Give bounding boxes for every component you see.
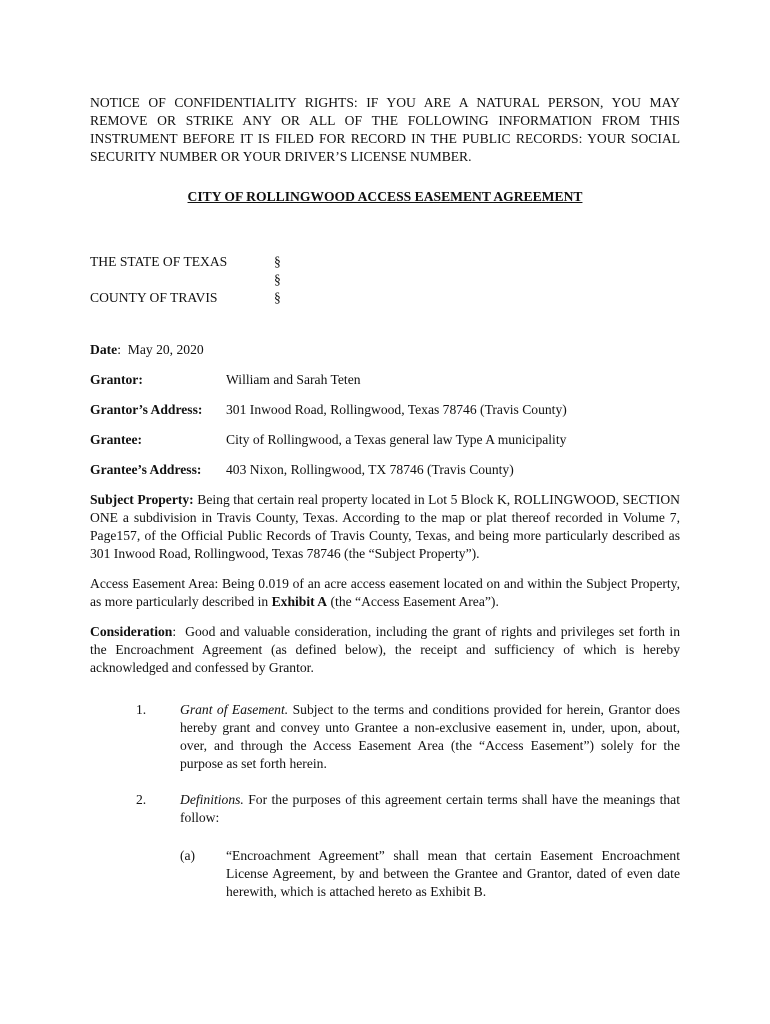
grantor-label: Grantor: [90, 372, 143, 387]
section-heading: Definitions. [180, 792, 244, 807]
section-symbol: § [274, 254, 281, 269]
subsection-mark: (a) [180, 848, 196, 863]
confidentiality-notice: NOTICE OF CONFIDENTIALITY RIGHTS: IF YOU ARE A NATURAL PERSON, YOU MAY REMOVE OR STRIKE ANY OR ALL OF THE FOLLOWING INFORMATION FROM THIS INSTRUMENT BEFORE IT IS FILED FOR RECORD IN THE PUBLIC RECORDS: YOUR SOCIAL SECURITY NUMBER OR YOUR DRIVER’S LICENSE NUMBER. [90, 95, 680, 164]
grantee-label: Grantee: [90, 432, 143, 447]
section-symbol: § [274, 290, 281, 305]
consideration-paragraph: Consideration: Good and valuable consideration, including the grant of rights and privileges set forth in the Encroachment Agreement (as defined below), the receipt and sufficiency of which is hereby acknowledged and confessed by Grantor. [90, 624, 680, 675]
grantee-address-row [90, 461, 680, 479]
grantee-address-value: 403 Nixon, Rollingwood, TX 78746 (Travis County) [226, 462, 514, 477]
section-grant-of-easement [90, 701, 680, 773]
access-easement-area-paragraph [90, 575, 680, 611]
access-easement-text: Access Easement Area: Being 0.019 of an acre access easement located on and within the Subject Property, as more particularly described in [90, 576, 680, 609]
section-symbol: § [274, 272, 281, 287]
grantor-row [90, 371, 680, 389]
exhibit-a-reference: Exhibit A [271, 594, 328, 609]
section-symbols [274, 253, 281, 307]
grantee-address-label: Grantee’s Address: [90, 462, 202, 477]
section-number: 2. [136, 792, 147, 807]
subsection-encroachment-agreement [90, 847, 680, 901]
date-row: Date: May 20, 2020 [90, 342, 204, 357]
venue-block [90, 253, 680, 313]
section-definitions [90, 791, 680, 827]
consideration-text: Good and valuable consideration, including the grant of rights and privileges set forth in the Encroachment Agreement (as defined below), the receipt and sufficiency of which is hereby acknowledged and confessed by Grantor. [90, 624, 680, 675]
document-page [90, 94, 680, 901]
section-number: 1. [136, 702, 147, 717]
subsection-text: “Encroachment Agreement” shall mean that certain Easement Encroachment License Agreement, by and between the Grantee and Grantor, dated of even date herewith, which is attached hereto as Exhibit B. [226, 848, 680, 899]
subject-property-text: Being that certain real property located in Lot 5 Block K, ROLLINGWOOD, SECTION ONE a subdivision in Travis County, Texas. According to the map or plat thereof recorded in Volume 7, Page157, of the Official Public Records of Travis County, Texas, and being more particularly described as 301 Inwood Road, Rollingwood, Texas 78746 (the “Subject Property”). [90, 492, 680, 561]
access-easement-text-end: (the “Access Easement Area”). [330, 594, 499, 609]
grantee-row [90, 431, 680, 449]
subject-property-label: Subject Property: [90, 492, 194, 507]
date-value: May 20, 2020 [127, 342, 204, 357]
consideration-label: Consideration [90, 624, 173, 639]
section-heading: Grant of Easement. [180, 702, 289, 717]
section-text: Subject to the terms and conditions provided for herein, Grantor does hereby grant and convey unto Grantee a non-exclusive easement in, under, upon, about, over, and through the Access Easement Area (the “Access Easement”) solely for the purpose as set forth herein. [180, 702, 680, 771]
grantor-address-value: 301 Inwood Road, Rollingwood, Texas 78746 (Travis County) [226, 402, 567, 417]
grantor-address-row [90, 401, 680, 419]
grantor-address-label: Grantor’s Address: [90, 402, 203, 417]
venue-state: THE STATE OF TEXAS [90, 254, 228, 269]
grantor-value: William and Sarah Teten [226, 372, 361, 387]
section-text: For the purposes of this agreement certain terms shall have the meanings that follow: [180, 792, 680, 825]
subject-property-paragraph [90, 491, 680, 563]
date-label: Date [90, 342, 118, 357]
grantee-value: City of Rollingwood, a Texas general law Type A municipality [226, 432, 567, 447]
venue-county: COUNTY OF TRAVIS [90, 290, 218, 305]
document-title: CITY OF ROLLINGWOOD ACCESS EASEMENT AGREEMENT [187, 189, 583, 204]
